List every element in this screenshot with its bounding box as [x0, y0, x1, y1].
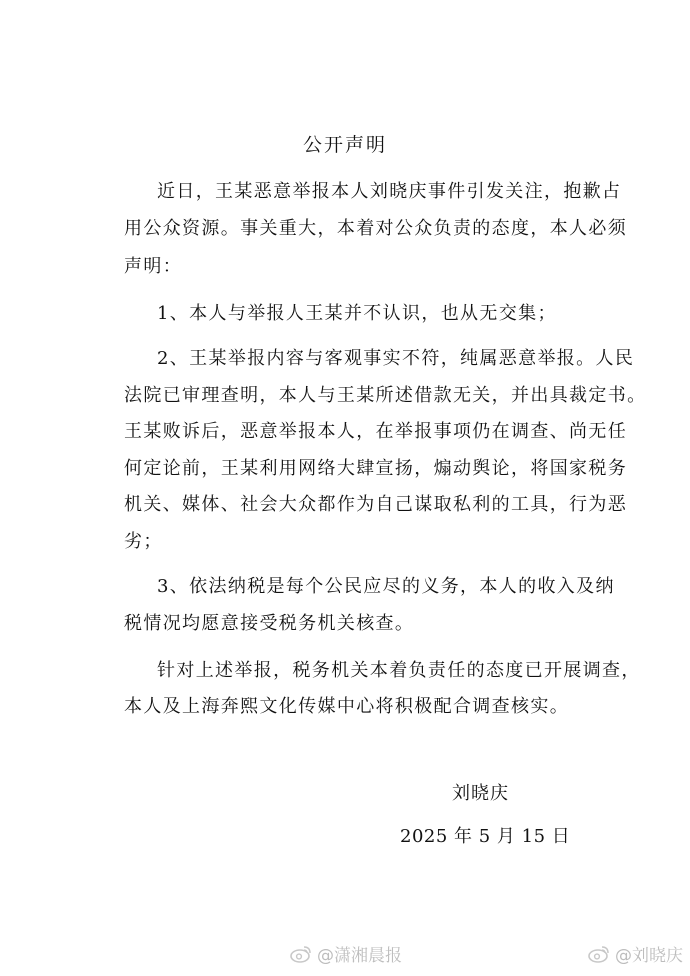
watermark-text: @刘晓庆 — [615, 946, 683, 966]
weibo-icon — [588, 945, 610, 963]
watermark-xiaoxiang — [290, 941, 402, 966]
weibo-icon — [290, 945, 312, 963]
paragraph-1-line-2: 用公众资源。事关重大，本着对公众负责的态度，本人必须 — [124, 218, 628, 239]
paragraph-1-line-3: 声明： — [124, 256, 183, 277]
watermark-liuxiaoqing — [588, 941, 683, 966]
watermark-text: @潇湘晨报 — [317, 946, 402, 966]
paragraph-2-line-1: 1、本人与举报人王某并不认识，也从无交集； — [157, 303, 557, 324]
document-title: 公开声明 — [302, 134, 387, 156]
paragraph-5-line-1: 针对上述举报，税务机关本着负责任的态度已开展调查， — [157, 660, 641, 681]
signature: 刘晓庆 — [452, 783, 509, 804]
paragraph-3-line-2: 法院已审理查明，本人与王某所述借款无关，并出具裁定书。 — [124, 385, 647, 406]
paragraph-3-line-5: 机关、媒体、社会大众都作为自己谋取私利的工具，行为恶 — [124, 494, 628, 515]
paragraph-3-line-1: 2、王某举报内容与客观事实不符，纯属恶意举报。人民 — [157, 348, 635, 369]
paragraph-4-line-2: 税情况均愿意接受税务机关核查。 — [124, 613, 415, 634]
paragraph-3-line-6: 劣； — [124, 531, 163, 552]
paragraph-3-line-4: 何定论前，王某利用网络大肆宣扬，煽动舆论，将国家税务 — [124, 458, 628, 479]
paragraph-5-line-2: 本人及上海奔熙文化传媒中心将积极配合调查核实。 — [124, 696, 570, 717]
paragraph-3-line-3: 王某败诉后，恶意举报本人，在举报事项仍在调查、尚无任 — [124, 421, 628, 442]
paragraph-4-line-1: 3、依法纳税是每个公民应尽的义务，本人的收入及纳 — [157, 576, 615, 597]
statement-date: 2025 年 5 月 15 日 — [400, 826, 571, 847]
paragraph-1-line-1: 近日，王某恶意举报本人刘晓庆事件引发关注，抱歉占 — [157, 181, 622, 202]
